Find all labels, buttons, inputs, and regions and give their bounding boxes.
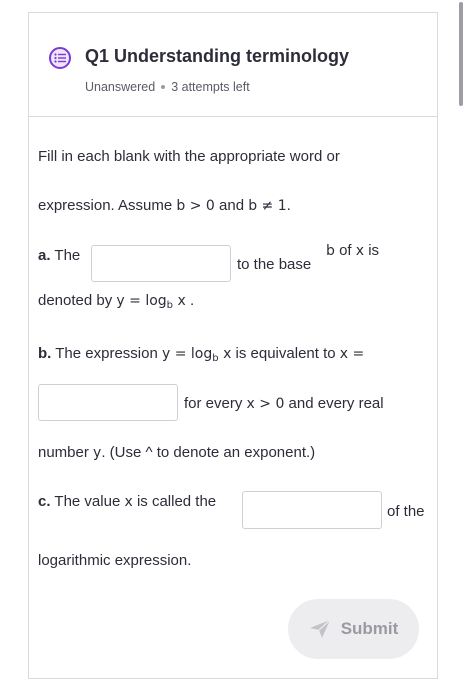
intro-math-b-positive: b > 0: [176, 198, 215, 214]
part-b-line-2: [184, 395, 384, 412]
part-b-condition: x > 0: [246, 396, 285, 412]
part-b-expr-sub: b: [212, 353, 219, 364]
part-b-number: number: [38, 444, 89, 461]
part-c-line-1: [38, 493, 216, 510]
intro-and: and: [219, 197, 245, 214]
part-a-to-base: to the base: [237, 256, 312, 273]
intro-line-1: Fill in each blank with the appropriate word or: [38, 148, 340, 165]
question-status: [85, 80, 250, 94]
part-a-the: The: [54, 247, 81, 264]
part-b-log-expression: [162, 346, 231, 362]
part-b-y: y: [93, 445, 102, 461]
scrollbar[interactable]: [459, 2, 463, 106]
part-a-period: .: [189, 292, 195, 309]
part-c-answer-input[interactable]: [242, 491, 382, 529]
part-a-label: a.: [38, 247, 51, 264]
part-b-hint: . (Use ^ to denote an exponent.): [101, 444, 316, 461]
part-c-is-called: is called the: [136, 493, 217, 510]
submit-button[interactable]: [288, 599, 419, 659]
part-a-is: is: [368, 242, 380, 259]
question-title: Q1 Understanding terminology: [85, 46, 350, 66]
part-a-of: of: [339, 242, 352, 259]
part-c-of-the: of the: [387, 503, 425, 520]
part-b-text: The expression: [55, 345, 158, 362]
part-b-label: b.: [38, 345, 52, 362]
part-b-x-equals: x =: [339, 346, 365, 362]
send-icon: [309, 619, 331, 639]
intro-period: .: [286, 197, 291, 214]
part-a-prefix: [38, 247, 80, 264]
part-c-line-2: logarithmic expression.: [38, 552, 192, 569]
part-b-and-every-real: and every real: [288, 395, 384, 412]
part-a-b: b: [326, 243, 335, 259]
attempts-text: 3 attempts left: [171, 80, 250, 94]
intro-text: expression. Assume: [38, 197, 173, 214]
list-icon: [49, 47, 71, 69]
intro-line-2: [38, 197, 291, 214]
separator-dot: [161, 85, 165, 89]
submit-label: Submit: [340, 619, 399, 638]
part-a-expr-x: x: [177, 293, 186, 309]
part-a-answer-input[interactable]: [91, 245, 231, 282]
part-b-expr-y: y = log: [161, 346, 213, 362]
part-c-label: c.: [38, 493, 51, 510]
part-b-line-1: [38, 345, 364, 364]
part-a-b-of-x: [326, 242, 379, 259]
part-b-for-every: for every: [184, 395, 243, 412]
question-header: [29, 13, 437, 117]
part-c-text: The value: [54, 493, 121, 510]
part-a-line-2: [38, 292, 194, 311]
status-text: Unanswered: [85, 80, 156, 94]
part-b-line-3: [38, 444, 315, 461]
part-b-expr-x: x: [223, 346, 232, 362]
part-a-denoted-by: denoted by: [38, 292, 113, 309]
part-a-expr-y: y = log: [116, 293, 167, 309]
intro-math-b-not-one: b ≠ 1: [248, 198, 287, 214]
part-a-log-expression: [116, 293, 185, 309]
part-b-equivalent: is equivalent to: [235, 345, 336, 362]
part-a-expr-sub: b: [166, 300, 174, 311]
part-c-x: x: [124, 494, 133, 510]
part-b-answer-input[interactable]: [38, 384, 178, 421]
part-a-x: x: [355, 243, 365, 259]
